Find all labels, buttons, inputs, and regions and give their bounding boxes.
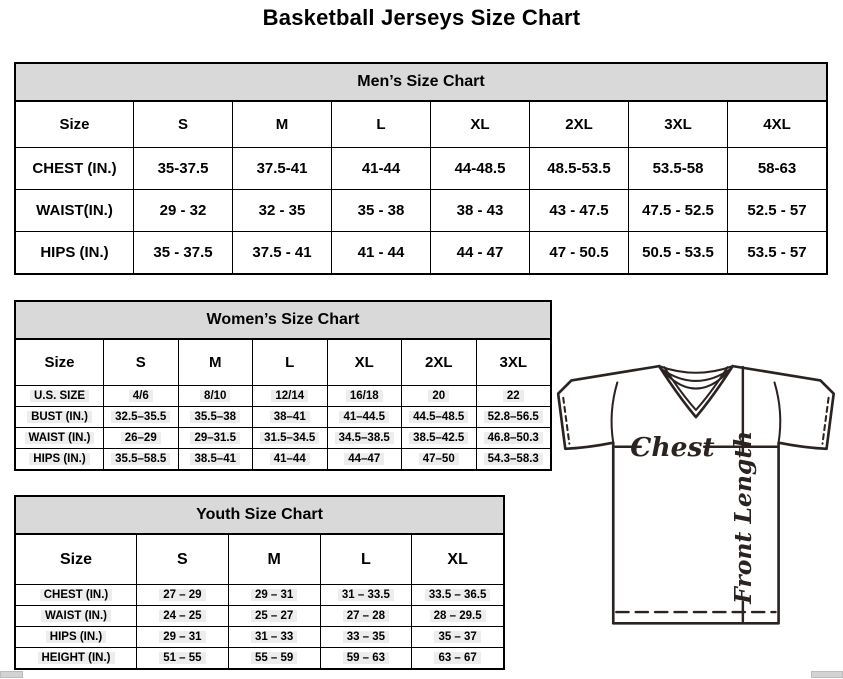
mens-col-header: 3XL [628,102,727,147]
mens-cell: 48.5-53.5 [529,147,628,189]
youth-cell: 55 – 59 [228,647,320,668]
youth-cell: 29 – 31 [228,584,320,605]
mens-cell: 53.5 - 57 [727,231,826,273]
youth-cell: 31 – 33 [228,626,320,647]
womens-cell: 35.5–38 [178,406,253,427]
jersey-collar [659,366,732,373]
jersey-armhole-seam [775,382,781,442]
womens-cell: 41–44 [252,448,327,469]
mens-cell: 44-48.5 [430,147,529,189]
youth-col-header: XL [411,535,503,584]
womens-cell: 29–31.5 [178,427,253,448]
womens-cell: 8/10 [178,385,253,406]
mens-cell: 44 - 47 [430,231,529,273]
mens-cell: 29 - 32 [133,189,232,231]
youth-col-header: Size [59,550,92,568]
mens-size-chart-table [14,62,828,275]
womens-cell: 52.8–56.5 [476,406,551,427]
womens-cell: 26–29 [103,427,178,448]
womens-col-header: 2XL [401,340,476,385]
mens-cell: 43 - 47.5 [529,189,628,231]
mens-col-header: S [133,102,232,147]
mens-cell: 35 - 38 [331,189,430,231]
womens-cell: 22 [476,385,551,406]
mens-cell: 53.5-58 [628,147,727,189]
youth-col-header: M [228,535,320,584]
youth-cell: 25 – 27 [228,605,320,626]
mens-col-header: M [232,102,331,147]
youth-cell: 33.5 – 36.5 [411,584,503,605]
youth-cell: 63 – 67 [411,647,503,668]
youth-cell: 24 – 25 [136,605,228,626]
womens-row-label: BUST (IN.) [16,406,103,427]
womens-cell: 35.5–58.5 [103,448,178,469]
mens-col-header: 2XL [529,102,628,147]
womens-cell: 16/18 [327,385,402,406]
womens-row-label: U.S. SIZE [16,385,103,406]
womens-table-grid [16,340,550,469]
womens-col-header: L [252,340,327,385]
chest-label: Chest [630,431,715,463]
youth-cell: 28 – 29.5 [411,605,503,626]
womens-col-header: S [103,340,178,385]
mens-cell: 38 - 43 [430,189,529,231]
youth-cell: 27 – 29 [136,584,228,605]
youth-col-header: L [320,535,412,584]
womens-cell: 46.8–50.3 [476,427,551,448]
page-title: Basketball Jerseys Size Chart [262,5,581,30]
jersey-outline [558,366,834,623]
mens-cell: 35-37.5 [133,147,232,189]
jersey-armhole-seam [612,382,618,442]
womens-cell: 32.5–35.5 [103,406,178,427]
womens-cell: 12/14 [252,385,327,406]
womens-cell: 38.5–41 [178,448,253,469]
mens-cell: 47 - 50.5 [529,231,628,273]
womens-cell: 4/6 [103,385,178,406]
youth-cell: 59 – 63 [320,647,412,668]
mens-col-header: Size [59,116,90,133]
youth-cell: 29 – 31 [136,626,228,647]
youth-cell: 35 – 37 [411,626,503,647]
mens-table-grid [16,102,826,273]
womens-cell: 31.5–34.5 [252,427,327,448]
youth-row-label: HIPS (IN.) [16,626,136,647]
jersey-measurement-diagram [557,360,843,658]
youth-cell: 51 – 55 [136,647,228,668]
mens-cell: 37.5-41 [232,147,331,189]
youth-cell: 31 – 33.5 [320,584,412,605]
mens-cell: 41 - 44 [331,231,430,273]
mens-row-label: WAIST(IN.) [16,189,133,231]
horizontal-scrollbar-left[interactable] [0,671,23,678]
womens-cell: 38–41 [252,406,327,427]
youth-row-label: HEIGHT (IN.) [16,647,136,668]
mens-col-header: L [331,102,430,147]
womens-row-label: HIPS (IN.) [16,448,103,469]
womens-cell: 47–50 [401,448,476,469]
womens-col-header: 3XL [476,340,551,385]
womens-size-chart-table [14,300,552,471]
youth-col-header: S [136,535,228,584]
mens-cell: 47.5 - 52.5 [628,189,727,231]
youth-table-grid [16,535,503,668]
mens-cell: 58-63 [727,147,826,189]
mens-cell: 52.5 - 57 [727,189,826,231]
youth-size-chart-table [14,495,505,670]
youth-table-title: Youth Size Chart [16,497,503,535]
mens-cell: 41-44 [331,147,430,189]
youth-row-label: CHEST (IN.) [16,584,136,605]
youth-cell: 33 – 35 [320,626,412,647]
mens-cell: 37.5 - 41 [232,231,331,273]
womens-col-header: Size [44,354,75,371]
womens-cell: 44–47 [327,448,402,469]
mens-col-header: XL [430,102,529,147]
mens-cell: 32 - 35 [232,189,331,231]
mens-table-title: Men’s Size Chart [16,64,826,102]
womens-col-header: M [178,340,253,385]
womens-table-title: Women’s Size Chart [16,302,550,340]
mens-cell: 35 - 37.5 [133,231,232,273]
womens-cell: 38.5–42.5 [401,427,476,448]
womens-cell: 34.5–38.5 [327,427,402,448]
womens-col-header: XL [327,340,402,385]
horizontal-scrollbar-right[interactable] [811,671,843,678]
youth-row-label: WAIST (IN.) [16,605,136,626]
front-length-label: Front Length [729,430,758,604]
womens-row-label: WAIST (IN.) [16,427,103,448]
mens-row-label: HIPS (IN.) [16,231,133,273]
mens-row-label: CHEST (IN.) [16,147,133,189]
mens-cell: 50.5 - 53.5 [628,231,727,273]
womens-cell: 41–44.5 [327,406,402,427]
womens-cell: 20 [401,385,476,406]
youth-cell: 27 – 28 [320,605,412,626]
mens-col-header: 4XL [727,102,826,147]
womens-cell: 54.3–58.3 [476,448,551,469]
womens-cell: 44.5–48.5 [401,406,476,427]
